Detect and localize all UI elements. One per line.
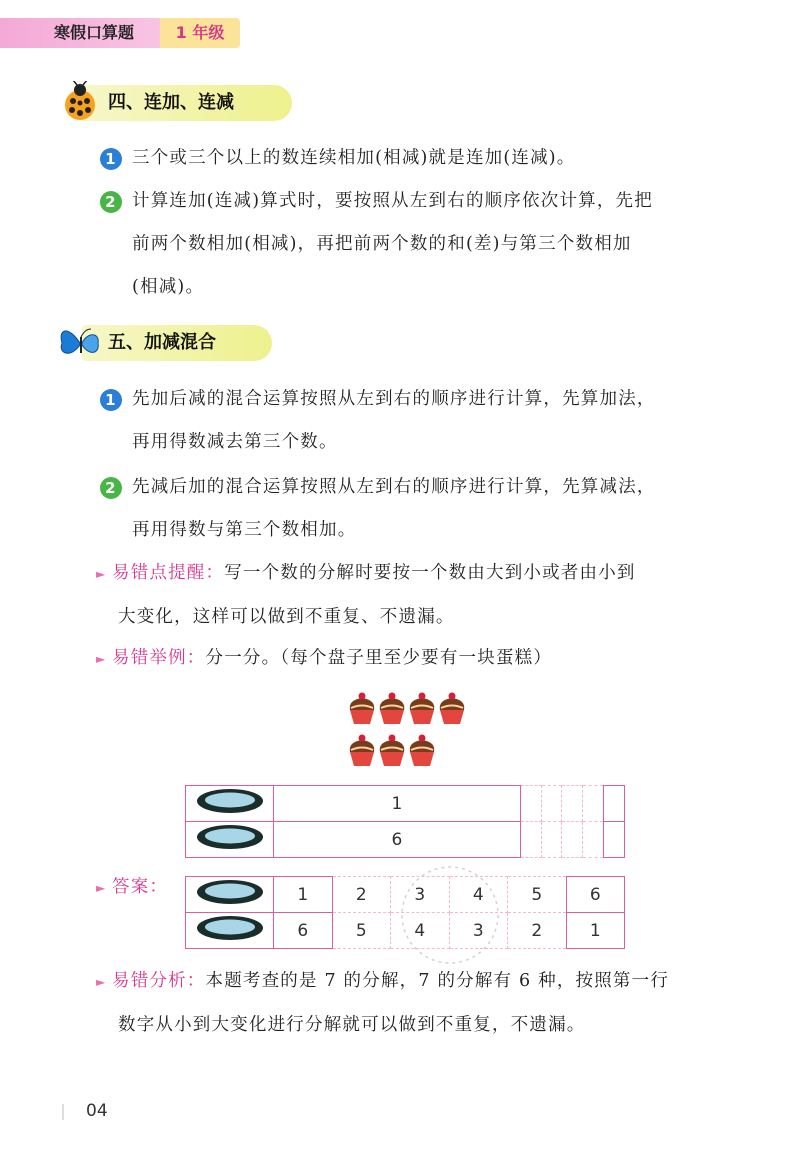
plate-icon: [195, 823, 265, 851]
table-cell[interactable]: 6: [274, 822, 521, 858]
tip-analysis: [96, 960, 766, 1047]
arrow-icon: ►: [96, 975, 107, 989]
section-4-item-1: [104, 137, 764, 180]
section-5-title: 五、加减混合: [108, 332, 216, 353]
plate-icon: [195, 878, 265, 906]
section-4-item-2: [104, 180, 764, 309]
tip-example: [96, 637, 766, 681]
answer-label: 答案：: [112, 877, 169, 897]
tip-reminder: [96, 552, 766, 639]
item-number-badge: 1: [100, 389, 122, 411]
grade-label: 1 年级: [160, 18, 240, 48]
tip-label: 易错分析：: [112, 971, 206, 991]
item-line: 三个或三个以上的数连续相加(相减)就是连加(连减)。: [132, 148, 576, 168]
table-cell: 4: [391, 913, 450, 949]
item-line: 计算连加(连减)算式时，要按照从左到右的顺序依次计算，先把: [132, 191, 653, 211]
table-cell[interactable]: [520, 786, 541, 822]
table-row: [186, 786, 625, 822]
table-cell[interactable]: [583, 822, 604, 858]
ladybug-icon: [60, 81, 100, 121]
plate-icon: [195, 914, 265, 942]
item-line: (相减)。: [132, 277, 205, 297]
table-cell[interactable]: [583, 786, 604, 822]
item-number-badge: 1: [100, 148, 122, 170]
item-line: 再用得数减去第三个数。: [132, 432, 338, 452]
book-title: 寒假口算题: [0, 18, 160, 48]
plate-icon: [195, 787, 265, 815]
plate-cell: [186, 786, 274, 822]
tip-line: 本题考查的是 7 的分解，7 的分解有 6 种，按照第一行: [205, 971, 670, 991]
page-number: 04: [86, 1101, 108, 1121]
table-cell: 3: [449, 913, 508, 949]
tip-label: 易错点提醒：: [112, 563, 225, 583]
arrow-icon: ►: [96, 652, 107, 666]
question-table: [185, 785, 625, 858]
tip-line: 数字从小到大变化进行分解就可以做到不重复，不遗漏。: [118, 1015, 586, 1035]
cupcakes-illustration: [345, 690, 475, 770]
table-cell: 4: [449, 877, 508, 913]
table-cell: 5: [508, 877, 567, 913]
item-line: 前两个数相加(相减)，再把前两个数的和(差)与第三个数相加: [132, 234, 632, 254]
section-5-item-1: [104, 378, 764, 464]
plate-cell: [186, 822, 274, 858]
tip-label: 易错举例：: [112, 648, 206, 668]
table-cell[interactable]: [541, 822, 562, 858]
table-cell: 2: [508, 913, 567, 949]
header-tab: [0, 18, 240, 48]
table-cell[interactable]: 1: [274, 786, 521, 822]
table-cell: 6: [274, 913, 333, 949]
arrow-icon: ►: [96, 881, 107, 895]
plate-cell: [186, 913, 274, 949]
table-cell: 2: [332, 877, 391, 913]
item-line: 先加后减的混合运算按照从左到右的顺序进行计算，先算加法，: [132, 389, 656, 409]
table-cell[interactable]: [604, 786, 625, 822]
item-line: 再用得数与第三个数相加。: [132, 520, 357, 540]
plate-cell: [186, 877, 274, 913]
item-number-badge: 2: [100, 191, 122, 213]
table-row: [186, 822, 625, 858]
arrow-icon: ►: [96, 567, 107, 581]
table-cell: 1: [274, 877, 333, 913]
table-cell: 6: [566, 877, 625, 913]
butterfly-icon: [58, 323, 104, 363]
table-cell: 1: [566, 913, 625, 949]
table-cell: 5: [332, 913, 391, 949]
page-corner-mark: [62, 1104, 74, 1120]
table-cell[interactable]: [562, 786, 583, 822]
watermark-stamp: [380, 860, 520, 970]
tip-text: 分一分。（每个盘子里至少要有一块蛋糕）: [205, 648, 553, 668]
section-4-title: 四、连加、连减: [108, 92, 234, 113]
section-5-item-2: [104, 466, 764, 552]
table-cell[interactable]: [604, 822, 625, 858]
table-cell[interactable]: [562, 822, 583, 858]
tip-line: 大变化，这样可以做到不重复、不遗漏。: [118, 607, 455, 627]
answer-label-row: [96, 866, 196, 910]
section-5-banner: [56, 325, 296, 361]
item-number-badge: 2: [100, 477, 122, 499]
table-cell[interactable]: [520, 822, 541, 858]
item-line: 先减后加的混合运算按照从左到右的顺序进行计算，先算减法，: [132, 477, 656, 497]
table-cell[interactable]: [541, 786, 562, 822]
table-cell: 3: [391, 877, 450, 913]
section-4-banner: [56, 85, 296, 121]
tip-line: 写一个数的分解时要按一个数由大到小或者由小到: [224, 563, 636, 583]
